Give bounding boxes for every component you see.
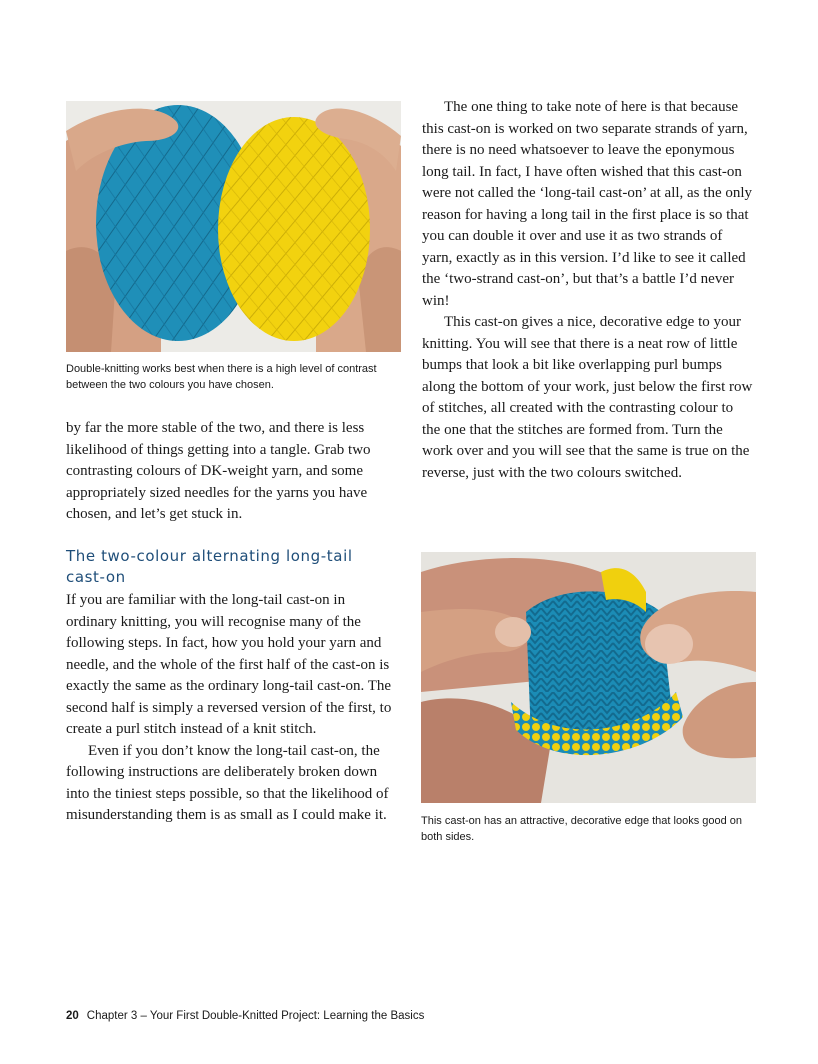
section-heading: The two-colour alternating long-tail cast-on bbox=[66, 547, 353, 586]
yarn-balls-illustration bbox=[66, 101, 401, 352]
cast-on-edge-photo bbox=[421, 552, 756, 803]
page-footer bbox=[66, 1010, 424, 1022]
section-paragraph-1: If you are familiar with the long-tail cast-on in ordinary knitting, you will recognise many of the following steps. In fact, how you hold your yarn and needle, and the whole of the first half of the cast-on is exactly the same as the ordinary long-tail cast-on. The second half is simply a reversed version of the first, to create a purl stitch instead of a knit stitch. bbox=[66, 592, 392, 737]
right-paragraph-1: The one thing to take note of here is that because this cast-on is worked on two separate strands of yarn, there is no need whatsoever to leave the eponymous long tail. In fact, I have often wished that this cast-on were not called the ‘long-tail cast-on’ at all, as the only reason for having a long tail in the first place is so that you can double it over and use it as two strands of yarn, exactly as in this version. I’d like to see it called the ‘two-strand cast-on’, but that’s a battle I’d never win! bbox=[422, 99, 753, 309]
chapter-title: Chapter 3 – Your First Double-Knitted Project: Learning the Basics bbox=[86, 1010, 425, 1022]
right-column-body bbox=[422, 97, 754, 484]
yarn-balls-photo bbox=[66, 101, 401, 352]
section-paragraph-2: Even if you don’t know the long-tail cast-on, the following instructions are deliberately broken down into the tiniest steps possible, so that the likelihood of misunderstanding them is as small as I could make it. bbox=[66, 742, 389, 823]
cast-on-edge-illustration bbox=[421, 552, 756, 803]
left-section-body bbox=[66, 590, 396, 827]
bottom-figure-caption: This cast-on has an attractive, decorative edge that looks good on both sides. bbox=[421, 815, 743, 843]
top-figure-caption: Double-knitting works best when there is a high level of contrast between the two colours you have chosen. bbox=[66, 363, 377, 391]
left-intro bbox=[66, 418, 396, 526]
right-paragraph-2: This cast-on gives a nice, decorative edge to your knitting. You will see that there is a neat row of little bumps that look a bit like overlapping purl bumps along the bottom of your work, just below the first row of stitches, all created with the contrasting colour to the one that the stitches are formed from. Turn the work over and you will see that the same is true on the reverse, just with the two colours switched. bbox=[422, 314, 753, 481]
page-number: 20 bbox=[66, 1010, 79, 1022]
intro-paragraph: by far the more stable of the two, and there is less likelihood of things getting into a tangle. Grab two contrasting colours of DK-weight yarn, and some appropriately sized needles for the yarns you have chosen, and let’s get stuck in. bbox=[66, 420, 371, 522]
